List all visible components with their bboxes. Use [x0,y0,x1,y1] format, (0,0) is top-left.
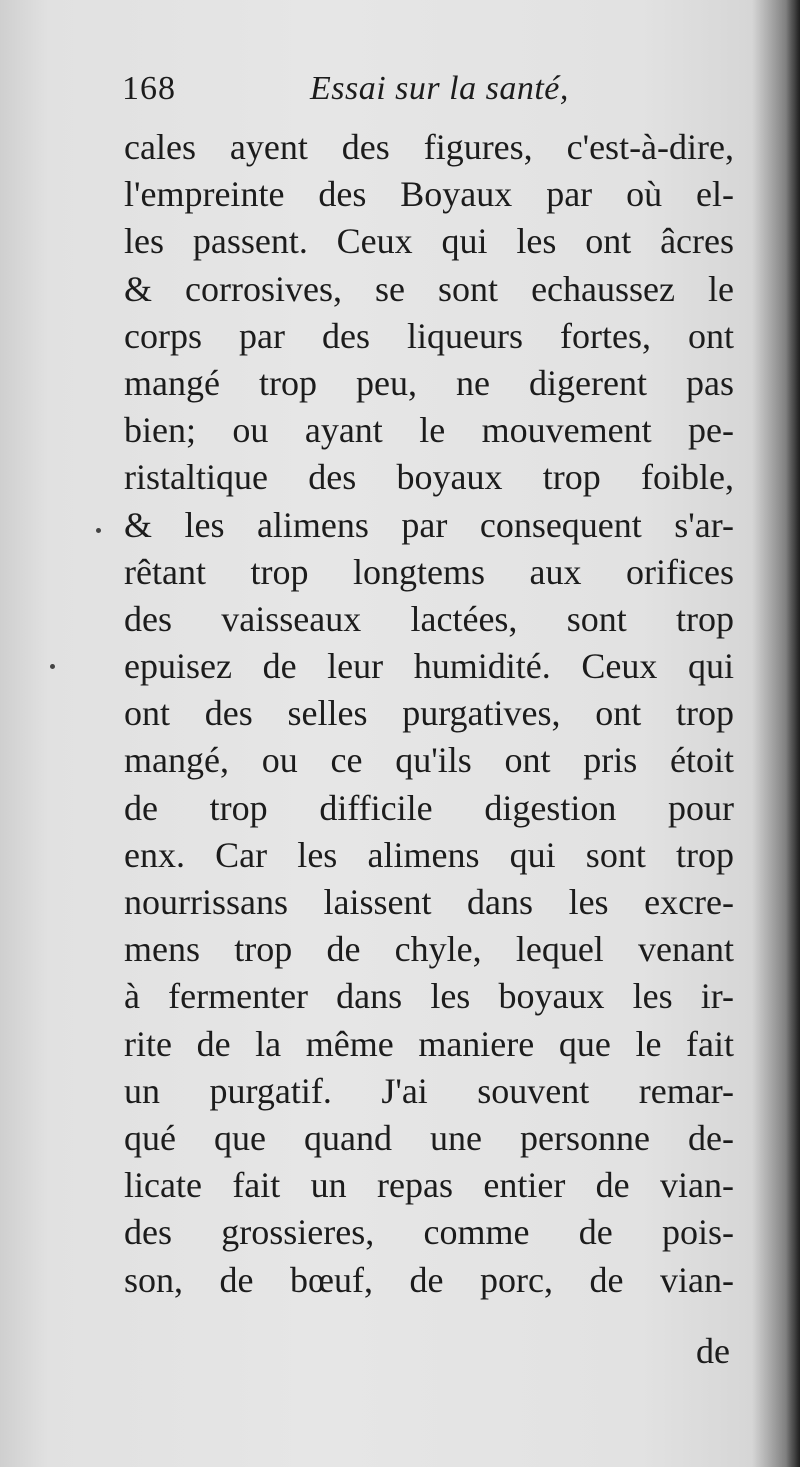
text-line: cales ayent des figures, c'est-à-dire, [124,127,734,167]
text-line: l'empreinte des Boyaux par où el- [124,174,734,215]
text-line: & corrosives, se sont echaussez le [124,268,734,309]
page-header [122,70,732,118]
text-line: ont des selles purgatives, ont trop [124,693,734,734]
text-line: de trop difficile digestion pour [124,787,734,828]
text-line: les passent. Ceux qui les ont âcres [124,221,734,262]
body-text [124,124,734,1304]
text-line: son, de bœuf, de porc, de vian- [124,1259,734,1300]
text-line: à fermenter dans les boyaux les ir- [124,976,734,1017]
text-line: mens trop de chyle, lequel venant [124,929,734,970]
running-title: Essai sur la santé, [310,70,569,107]
text-line: rêtant trop longtems aux orifices [124,551,734,592]
page-edge-shadow [786,0,800,1467]
catchword: de [696,1331,730,1371]
text-line: rite de la même maniere que le fait [124,1023,734,1064]
margin-speck [96,528,101,533]
text-line: enx. Car les alimens qui sont trop [124,834,734,875]
text-line: mangé trop peu, ne digerent pas [124,362,734,403]
text-line: bien; ou ayant le mouvement pe- [124,410,734,451]
text-line: nourrissans laissent dans les excre- [124,882,734,922]
text-line: & les alimens par consequent s'ar- [124,504,734,545]
margin-speck [50,664,55,669]
text-line: qué que quand une personne de- [124,1117,734,1158]
page-number: 168 [122,70,176,107]
text-line: licate fait un repas entier de vian- [124,1165,734,1206]
text-line: epuisez de leur humidité. Ceux qui [124,646,734,687]
text-line: mangé, ou ce qu'ils ont pris étoit [124,740,734,781]
text-line: des vaisseaux lactées, sont trop [124,598,734,639]
text-line: des grossieres, comme de pois- [124,1212,734,1253]
text-line: un purgatif. J'ai souvent remar- [124,1070,734,1111]
text-line: corps par des liqueurs fortes, ont [124,315,734,356]
text-line: ristaltique des boyaux trop foible, [124,457,734,498]
